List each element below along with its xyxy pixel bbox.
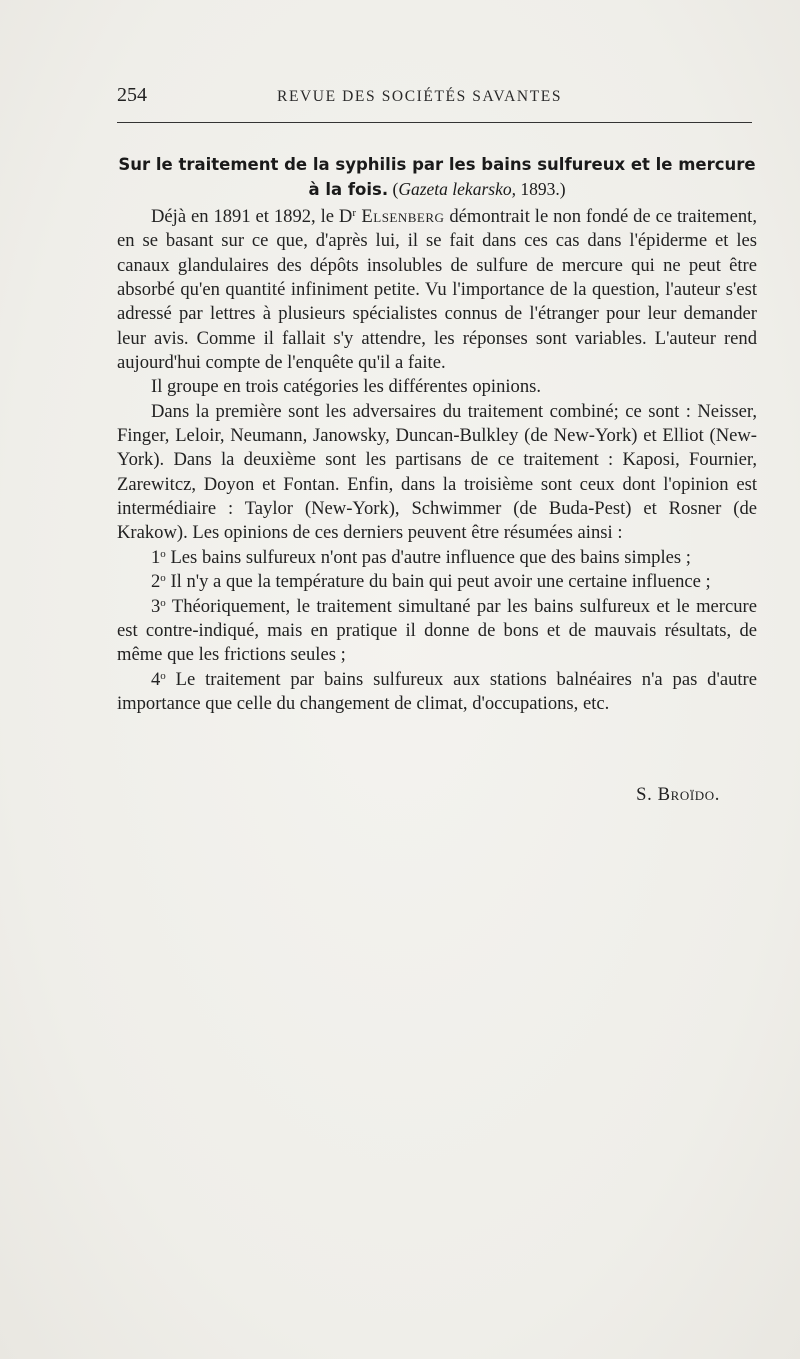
- list-item-3: [117, 595, 757, 668]
- title-source-open: (: [388, 179, 399, 199]
- article-title: [117, 152, 757, 202]
- paragraph-1: [117, 205, 757, 375]
- item-2-number: 2: [151, 571, 161, 593]
- page-header: [117, 84, 757, 110]
- title-source-journal: Gazeta lekarsko,: [398, 179, 516, 199]
- running-title: REVUE DES SOCIÉTÉS SAVANTES: [277, 88, 563, 105]
- paragraph-2: Il groupe en trois catégories les différentes opinions.: [151, 376, 542, 398]
- author-name: Elsenberg: [356, 206, 445, 227]
- item-3-text: Théoriquement, le traitement simultané par les bains sulfureux et le mercure est contre-indiqué, mais en pratique il donne de bons et de mauvais résultats, de même que les frictions seules ;: [117, 595, 757, 666]
- item-1-ordinal: o: [160, 547, 166, 560]
- item-4-number: 4: [151, 668, 161, 690]
- item-3-ordinal: o: [160, 596, 166, 609]
- signature: S. Broïdo.: [636, 784, 720, 805]
- page-number: 254: [117, 84, 147, 106]
- item-3-number: 3: [151, 595, 161, 617]
- p1-text-rest: démontrait le non fondé de ce traitement, en se basant sur ce que, d'après lui, il se fait dans ces cas dans l'épiderme et les canaux glandulaires des dépôts insolubles de sulfure de mercure qui ne peut être absorbé qu'en quantité infiniment petite. Vu l'importance de la question, l'auteur s'est adressé par lettres à plusieurs spécialistes connus de l'étranger pour leur demander leur avis. Comme il fallait s'y attendre, les réponses sont variables. L'auteur rend aujourd'hui compte de l'enquête qu'il a faite.: [117, 206, 757, 374]
- item-1-text: Les bains sulfureux n'ont pas d'autre influence que des bains simples ;: [165, 546, 691, 568]
- paragraph-3: Dans la première sont les adversaires du traitement combiné; ce sont : Neisser, Finger, Leloir, Neumann, Janowsky, Duncan-Bulkley (de New-York) et Elliot (New-York). Dans la deuxième sont les partisans de ce traitement : Kaposi, Fournier, Zarewitcz, Doyon et Fontan. Enfin, dans la troisième sont ceux dont l'opinion est intermédiaire : Taylor (New-York), Schwimmer (de Buda-Pest) et Rosner (de Krakow). Les opinions de ces derniers peuvent être résumées ainsi :: [117, 400, 757, 544]
- list-item-4: [117, 668, 757, 717]
- p1-text-start: Déjà en 1891 et 1892, le D: [151, 206, 353, 227]
- item-2-text: Il n'y a que la température du bain qui peut avoir une certaine influence ;: [165, 571, 711, 593]
- list-item-1: [117, 546, 757, 570]
- item-1-number: 1: [151, 546, 161, 568]
- article-body: [117, 205, 757, 716]
- list-item-2: [117, 570, 757, 594]
- article-title-text: Sur le traitement de la syphilis par les bains sulfureux et le mercure à la fois.: [118, 155, 756, 199]
- header-rule: [117, 122, 752, 123]
- item-4-text: Le traitement par bains sulfureux aux stations balnéaires n'a pas d'autre importance que celle du changement de climat, d'occupations, etc.: [117, 668, 757, 714]
- item-4-ordinal: o: [160, 669, 166, 682]
- item-2-ordinal: o: [160, 572, 166, 585]
- title-source-year: 1893.): [515, 179, 566, 199]
- dr-superscript: r: [352, 207, 356, 219]
